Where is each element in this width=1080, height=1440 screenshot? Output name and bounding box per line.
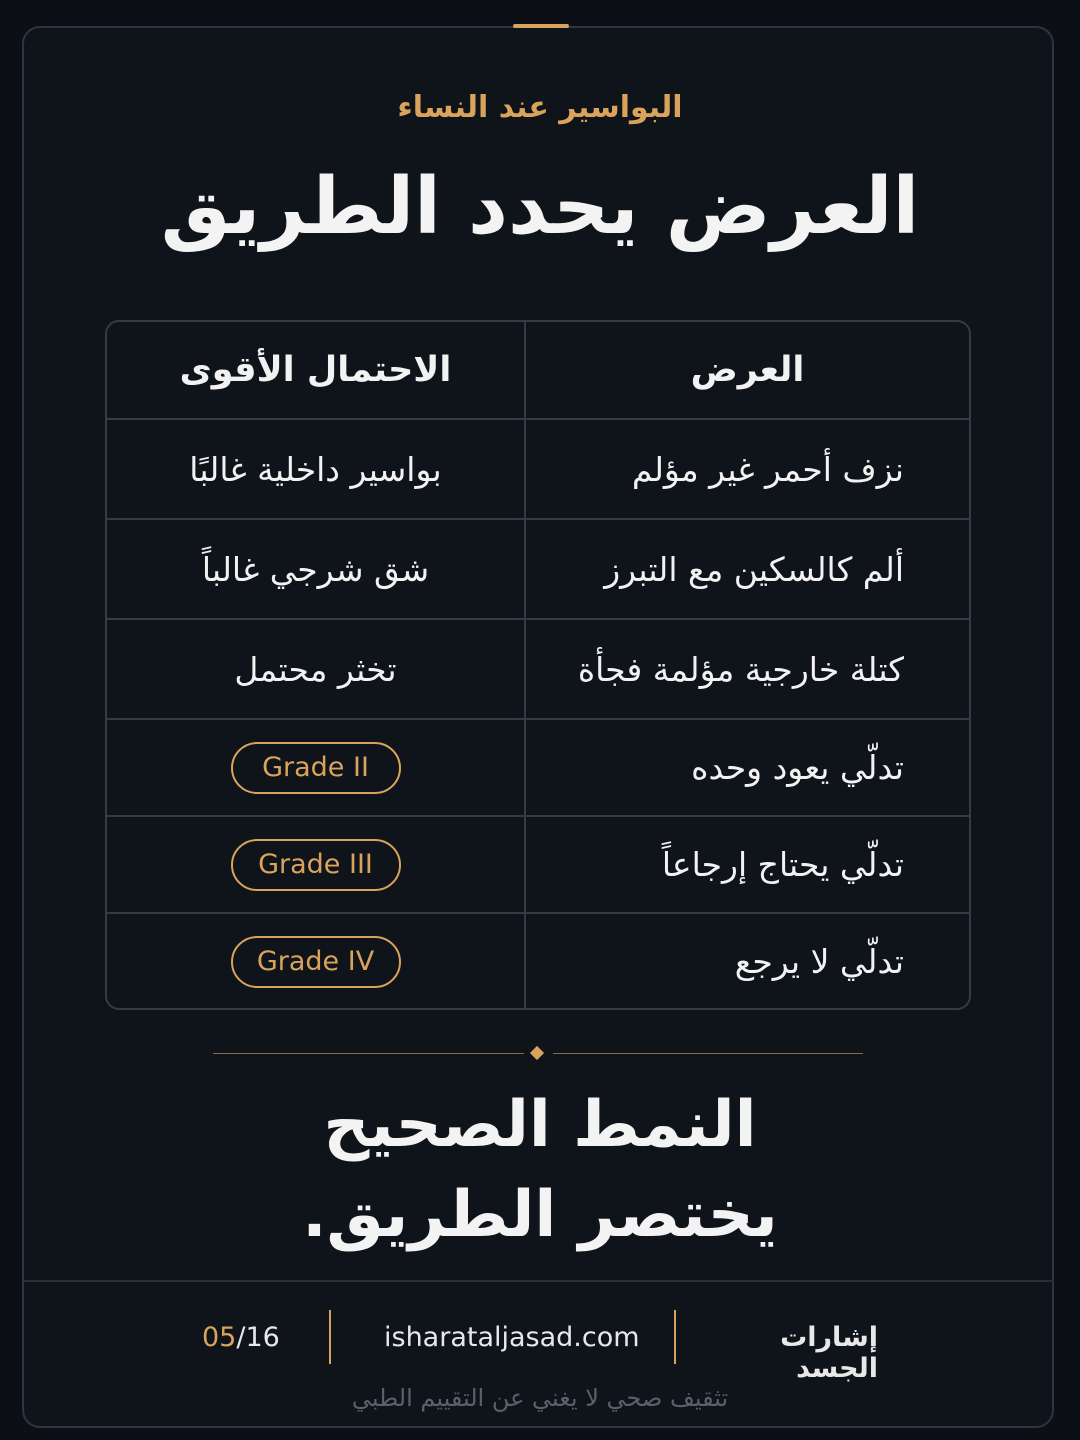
symptom-cell: نزف أحمر غير مؤلم <box>524 420 969 518</box>
page-total: /16 <box>236 1322 280 1353</box>
page-counter <box>202 1322 280 1353</box>
probability-cell <box>107 720 524 815</box>
column-header-probability: الاحتمال الأقوى <box>179 350 452 390</box>
closing-line-2: يختصر الطريق. <box>302 1178 778 1252</box>
page-current: 05 <box>202 1322 237 1353</box>
kicker-label: البواسير عند النساء <box>397 90 683 125</box>
table-row <box>107 618 969 718</box>
probability-cell: بواسير داخلية غالبًا <box>189 449 442 489</box>
symptom-cell: تدلّي لا يرجع <box>524 914 969 1009</box>
symptom-cell: كتلة خارجية مؤلمة فجأة <box>524 620 969 718</box>
table-row <box>107 518 969 618</box>
symptom-cell: تدلّي يحتاج إرجاعاً <box>524 817 969 912</box>
closing-line-1: النمط الصحيح <box>323 1088 757 1162</box>
probability-cell: شق شرجي غالباً <box>201 549 430 589</box>
table-row <box>107 418 969 518</box>
divider-left <box>213 1053 524 1054</box>
column-header-symptom: العرض <box>524 322 969 418</box>
disclaimer-text: تثقيف صحي لا يغني عن التقييم الطبي <box>351 1384 729 1412</box>
table-row <box>107 912 969 1009</box>
probability-cell <box>107 817 524 912</box>
grade-badge: Grade III <box>231 839 401 891</box>
probability-cell <box>107 914 524 1009</box>
probability-cell: تخثر محتمل <box>234 649 397 689</box>
symptom-cell: تدلّي يعود وحده <box>524 720 969 815</box>
footer-separator <box>674 1310 676 1364</box>
top-accent-bar <box>513 24 569 28</box>
brand-name: إشارات الجسد <box>780 1322 878 1384</box>
footer-separator <box>329 1310 331 1364</box>
symptom-cell: ألم كالسكين مع التبرز <box>524 520 969 618</box>
website-link[interactable]: isharataljasad.com <box>384 1322 640 1353</box>
grade-badge: Grade IV <box>231 936 401 988</box>
footer-divider <box>24 1280 1054 1282</box>
grade-badge: Grade II <box>231 742 401 794</box>
table-row <box>107 815 969 912</box>
symptom-table <box>105 320 971 1010</box>
divider-right <box>553 1053 863 1054</box>
page-title: العرض يحدد الطريق <box>160 162 920 252</box>
table-header-row <box>107 322 969 418</box>
table-row <box>107 718 969 815</box>
